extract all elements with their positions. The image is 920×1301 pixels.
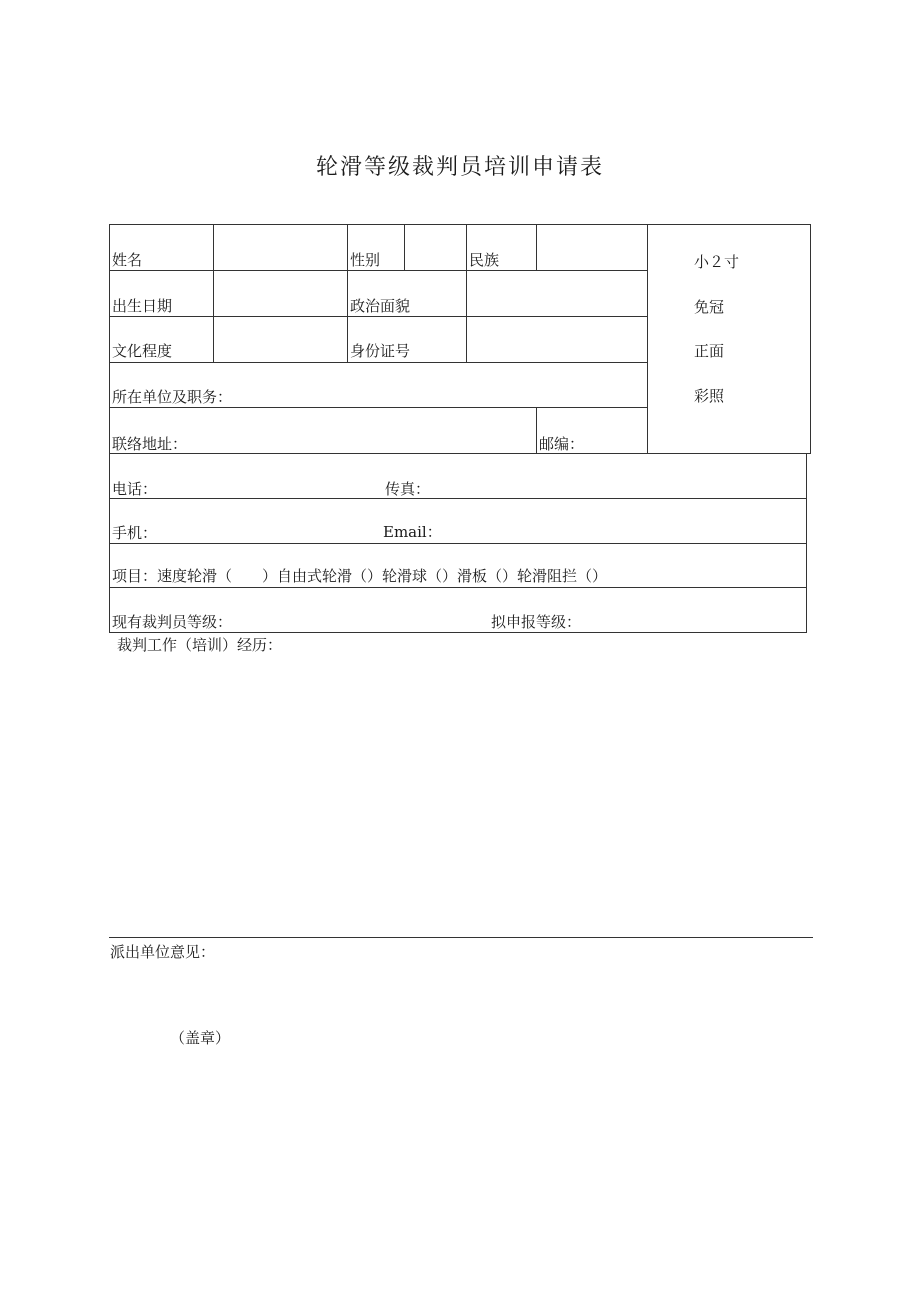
birthdate-label: 出生日期: [112, 297, 173, 315]
education-field[interactable]: [214, 317, 346, 362]
row-divider: [109, 498, 807, 499]
name-field[interactable]: [214, 225, 346, 270]
email-label: Email：: [383, 523, 442, 541]
opinion-area[interactable]: [109, 965, 813, 1025]
project-options-label: 项目：速度轮滑（ ）自由式轮滑（）轮滑球（）滑板（）轮滑阻拦（）: [112, 567, 608, 585]
photo-note-line3: 正面: [694, 342, 725, 360]
postcode-label: 邮编：: [539, 435, 585, 453]
section-divider: [109, 937, 813, 938]
page-title: 轮滑等级裁判员培训申请表: [315, 155, 604, 180]
name-label: 姓名: [112, 251, 143, 269]
current-level-label: 现有裁判员等级：: [112, 613, 233, 631]
mobile-label: 手机：: [112, 524, 158, 542]
row-divider: [109, 407, 648, 408]
table-border-bottom: [109, 632, 807, 633]
row-divider: [109, 362, 648, 363]
gender-label: 性别: [350, 251, 381, 269]
address-label: 联络地址：: [112, 435, 188, 453]
photo-cell-border: [647, 224, 648, 453]
ethnicity-field[interactable]: [537, 225, 646, 270]
political-status-label: 政治面貌: [350, 297, 411, 315]
seal-label: （盖章）: [170, 1029, 231, 1047]
table-border-left: [109, 224, 110, 632]
photo-note-line4: 彩照: [694, 387, 725, 405]
education-label: 文化程度: [112, 342, 173, 360]
political-status-field[interactable]: [467, 271, 646, 316]
experience-label: 裁判工作（培训）经历：: [117, 636, 283, 654]
table-border-right: [810, 224, 811, 453]
row-divider: [109, 543, 807, 544]
experience-area[interactable]: [109, 658, 813, 936]
apply-level-label: 拟申报等级：: [491, 613, 582, 631]
column-divider: [536, 407, 537, 453]
ethnicity-label: 民族: [469, 251, 500, 269]
column-divider: [347, 224, 348, 362]
row-divider: [109, 453, 811, 454]
birthdate-field[interactable]: [214, 271, 346, 316]
dispatching-unit-opinion-label: 派出单位意见：: [110, 943, 216, 961]
photo-note-line1: 小２寸: [694, 253, 740, 271]
photo-note-line2: 免冠: [694, 298, 725, 316]
phone-label: 电话：: [112, 480, 158, 498]
row-divider: [109, 587, 807, 588]
employer-label: 所在单位及职务：: [112, 388, 233, 406]
fax-label: 传真：: [385, 480, 431, 498]
id-number-field[interactable]: [467, 317, 646, 362]
gender-field[interactable]: [405, 225, 465, 270]
id-number-label: 身份证号: [350, 342, 411, 360]
table-border-right: [806, 453, 807, 632]
